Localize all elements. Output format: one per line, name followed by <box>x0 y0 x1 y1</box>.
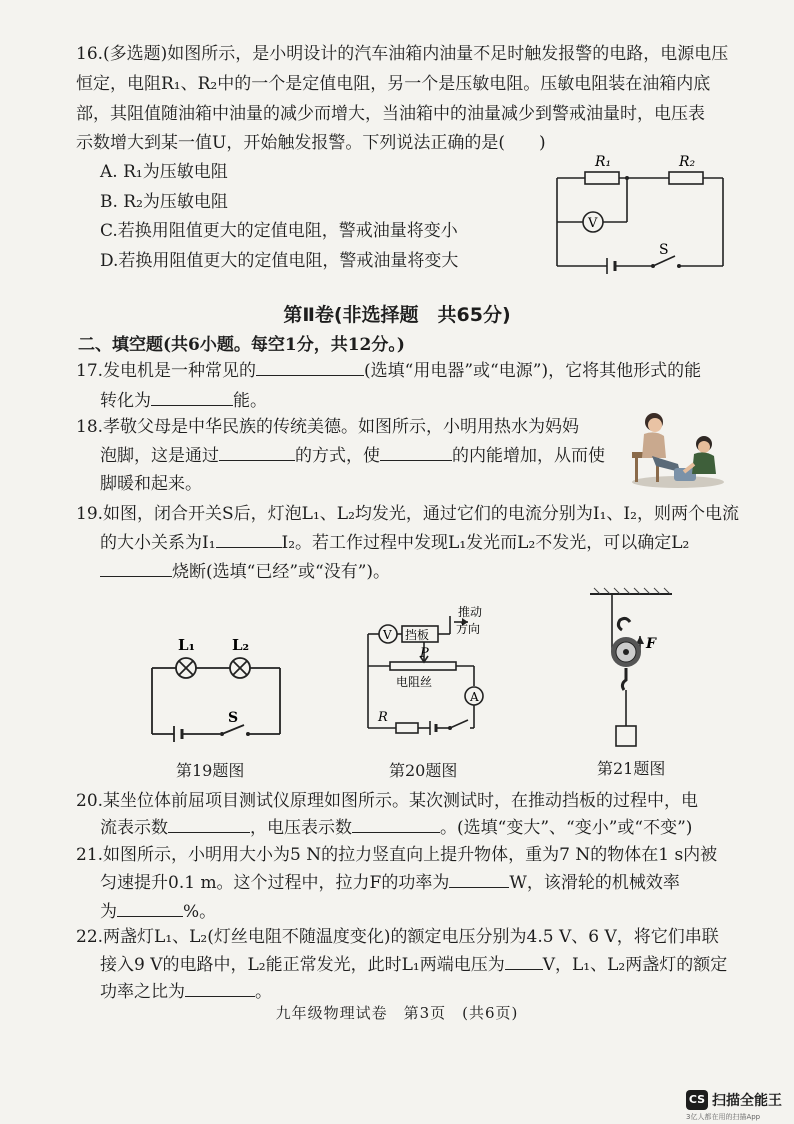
q20-text-d: 。(选填“变大”、“变小”或“不变”) <box>440 818 693 838</box>
q16-option-d: D.若换用阻值更大的定值电阻，警戒油量将变大 <box>100 251 459 271</box>
q20-line-1: 20.某坐位体前屈项目测试仪原理如图所示。某次测试时，在推动挡板的过程中，电 <box>76 791 699 811</box>
q16-option-c: C.若换用阻值更大的定值电阻，警戒油量将变小 <box>100 221 458 241</box>
q18-text-b: 泡脚，这是通过 <box>100 446 219 466</box>
q21-line-1: 21.如图所示，小明用大小为5 N的拉力竖直向上提升物体，重为7 N的物体在1 s内被 <box>76 845 718 865</box>
q19-line-1: 19.如图，闭合开关S后，灯泡L₁、L₂均发光，通过它们的电流分别为I₁、I₂，则两个电流 <box>76 504 739 524</box>
fig20-wire-label: 电阻丝 <box>396 675 433 689</box>
q17-blank-2[interactable] <box>151 389 233 406</box>
q17-blank-1[interactable] <box>256 359 364 376</box>
q18-illustration <box>628 408 728 488</box>
q18-text-c: 的方式，使 <box>295 446 380 466</box>
q17-text-d: 能。 <box>233 391 267 411</box>
q19-text-c: I₂。若工作过程中发现L₁发光而L₂不发光，可以确定L₂ <box>281 533 690 553</box>
fig20-ammeter-label: A <box>470 690 479 704</box>
scanner-app-name: 扫描全能王 <box>712 1093 782 1109</box>
q16-line-2: 恒定，电阻R₁、R₂中的一个是定值电阻，另一个是压敏电阻。压敏电阻装在油箱内底 <box>76 74 711 94</box>
q16-line-1: 16.(多选题)如图所示，是小明设计的汽车油箱内油量不足时触发报警的电路，电源电压 <box>76 44 729 64</box>
q21-text-c: W，该滑轮的机械效率 <box>509 873 680 893</box>
section-heading: 二、填空题(共6小题。每空1分，共12分。) <box>78 335 405 355</box>
q17-text-b: (选填“用电器”或“电源”)，它将其他形式的能 <box>364 361 702 381</box>
q18-line-3: 脚暖和起来。 <box>100 474 202 494</box>
q18-line-1: 18.孝敬父母是中华民族的传统美德。如图所示，小明用热水为妈妈 <box>76 417 580 437</box>
q18-text-d: 的内能增加，从而使 <box>452 446 605 466</box>
fig19-l1-label: L₁ <box>178 636 196 654</box>
q19-text-b: 的大小关系为I₁ <box>100 533 216 553</box>
fig20-p-label: P <box>420 646 429 661</box>
fig20-push-label: 推动 <box>458 605 483 619</box>
q17-line-2 <box>100 389 267 413</box>
q22-text-c: V，L₁、L₂两盏灯的额定 <box>542 955 728 975</box>
q20-text-b: 流表示数 <box>100 818 168 838</box>
q18-blank-2[interactable] <box>380 444 452 461</box>
q22-text-d: 功率之比为 <box>100 982 185 1002</box>
q20-text-c: ，电压表示数 <box>250 818 352 838</box>
q16-line-4: 示数增大到某一值U，开始触发报警。下列说法正确的是( ) <box>76 133 546 153</box>
section-title: 第Ⅱ卷(非选择题 共65分) <box>283 304 511 326</box>
q16-voltmeter-label: V <box>588 216 598 231</box>
q16-r2-label: R₂ <box>679 154 696 170</box>
q22-line-1: 22.两盏灯L₁、L₂(灯丝电阻不随温度变化)的额定电压分别为4.5 V、6 V，将它们串联 <box>76 927 719 947</box>
scanner-watermark <box>686 1088 786 1122</box>
q22-text-e: 。 <box>255 982 272 1002</box>
q20-blank-1[interactable] <box>168 816 250 833</box>
page-footer: 九年级物理试卷 第3页 (共6页) <box>275 1004 519 1022</box>
fig20-baffle-label: 挡板 <box>405 628 430 642</box>
q22-text-b: 接入9 V的电路中，L₂能正常发光，此时L₁两端电压为 <box>100 955 505 975</box>
fig19-switch-label: S <box>228 710 239 726</box>
fig20-r-label: R <box>378 710 388 725</box>
q16-option-a: A. R₁为压敏电阻 <box>100 162 228 182</box>
fig20-circuit <box>350 600 510 745</box>
fig19-circuit <box>140 630 290 750</box>
q22-line-3 <box>100 980 272 1004</box>
q19-blank-2[interactable] <box>100 560 172 577</box>
q18-blank-1[interactable] <box>219 444 295 461</box>
scanner-tagline: 3亿人都在用的扫描App <box>686 1113 761 1121</box>
q20-line-2 <box>100 816 692 840</box>
fig19-l2-label: L₂ <box>232 636 250 654</box>
q22-line-2 <box>100 953 727 977</box>
q16-option-b: B. R₂为压敏电阻 <box>100 192 228 212</box>
q22-blank-2[interactable] <box>185 980 255 997</box>
fig20-caption: 第20题图 <box>389 761 458 780</box>
q16-switch-label: S <box>659 242 669 258</box>
q16-r1-label: R₁ <box>595 154 612 170</box>
fig20-voltmeter-label: V <box>383 628 392 642</box>
fig21-pulley <box>586 586 676 750</box>
q17-text-a: 17.发电机是一种常见的 <box>76 361 257 381</box>
fig20-direction-label: 方向 <box>456 622 481 636</box>
q19-text-d: 烧断(选填“已经”或“没有”)。 <box>172 562 391 582</box>
q21-text-d: 为 <box>100 902 117 922</box>
q20-blank-2[interactable] <box>352 816 440 833</box>
q21-text-e: %。 <box>183 902 217 922</box>
q22-blank-1[interactable] <box>505 953 543 970</box>
fig19-caption: 第19题图 <box>176 761 245 780</box>
q19-blank-1[interactable] <box>216 531 282 548</box>
q21-line-2 <box>100 871 680 895</box>
q21-blank-2[interactable] <box>117 900 183 917</box>
q17-line-1 <box>76 359 701 383</box>
q18-line-2 <box>100 444 605 468</box>
fig21-caption: 第21题图 <box>597 759 666 778</box>
q21-text-b: 匀速提升0.1 m。这个过程中，拉力F的功率为 <box>100 873 450 893</box>
q19-line-3 <box>100 560 390 584</box>
q19-line-2 <box>100 531 689 555</box>
fig21-force-label: F <box>646 636 656 652</box>
q21-blank-1[interactable] <box>449 871 509 888</box>
scanner-logo-icon: CS <box>686 1090 708 1110</box>
q21-line-3 <box>100 900 216 924</box>
q16-line-3: 部，其阻值随油箱中油量的减少而增大，当油箱中的油量减少到警戒油量时，电压表 <box>76 104 705 124</box>
q16-circuit-figure <box>545 150 735 275</box>
q17-text-c: 转化为 <box>100 391 151 411</box>
